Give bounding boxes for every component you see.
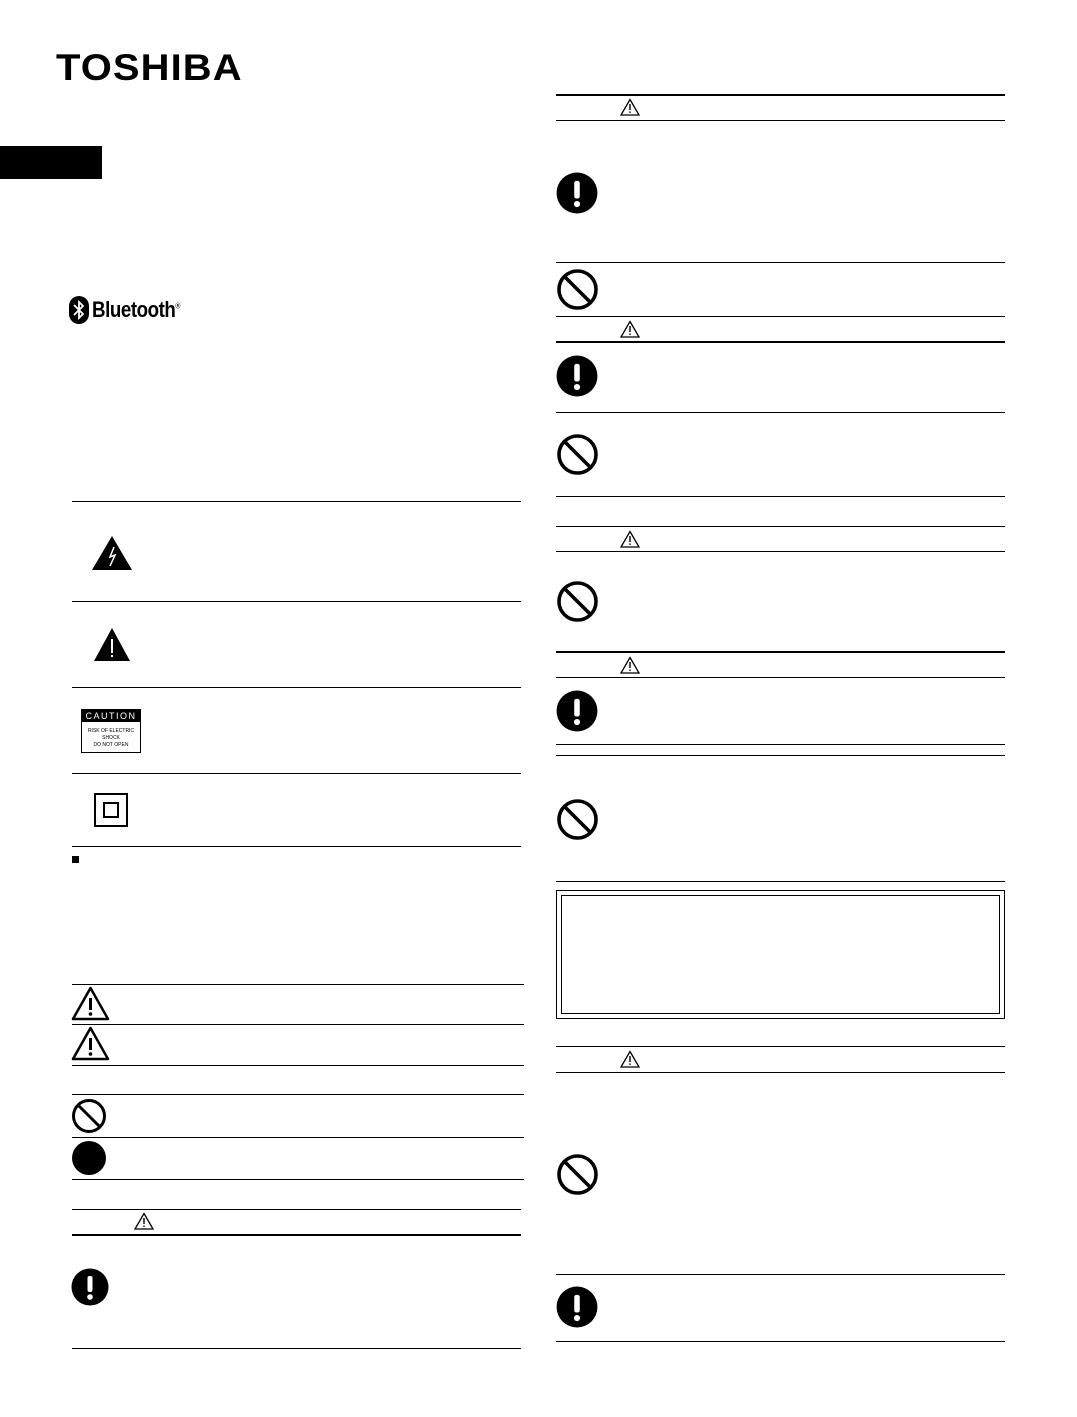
caution-triangle-icon [71, 1026, 110, 1061]
prohibition-icon [556, 268, 599, 311]
prohibition-icon [556, 1153, 599, 1196]
prohibition-icon [556, 580, 599, 623]
mandatory-action-icon [71, 1268, 109, 1306]
notice-box [556, 890, 1005, 1019]
prohibition-icon [556, 433, 599, 476]
small-warning-icon [620, 98, 640, 116]
prohibition-icon [71, 1098, 107, 1134]
small-warning-icon [620, 530, 640, 548]
mandatory-action-icon [71, 1140, 107, 1176]
lightning-warning-icon [91, 535, 133, 571]
mandatory-action-icon [556, 1286, 598, 1328]
section-bullet [72, 856, 79, 863]
small-warning-icon [620, 320, 640, 338]
small-warning-icon [620, 656, 640, 674]
mandatory-action-icon [556, 172, 598, 214]
brand-logo: TOSHIBA [56, 47, 243, 88]
caution-label-image: CAUTION RISK OF ELECTRIC SHOCK DO NOT OPEN [81, 709, 141, 753]
bluetooth-logo [69, 296, 196, 324]
mandatory-action-icon [556, 355, 598, 397]
mandatory-action-icon [556, 690, 598, 732]
bluetooth-icon [69, 296, 89, 324]
language-tab [0, 146, 102, 179]
exclamation-warning-icon [93, 627, 131, 662]
small-warning-icon [134, 1212, 154, 1230]
small-warning-icon [620, 1050, 640, 1068]
prohibition-icon [556, 798, 599, 841]
warning-triangle-icon [71, 986, 110, 1021]
double-insulation-icon [94, 793, 128, 827]
bluetooth-wordmark: Bluetooth® [92, 297, 181, 322]
